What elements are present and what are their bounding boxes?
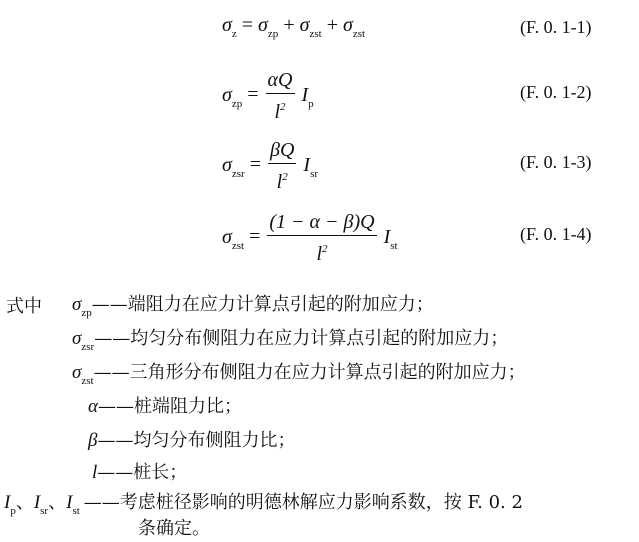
definition-dash: —— (93, 362, 130, 383)
definition-text: 均匀分布侧阻力在应力计算点引起的附加应力； (130, 328, 509, 349)
fraction (267, 210, 376, 266)
sigma-zsr-symbol: $\sigma_{zsr}$ (222, 153, 245, 180)
sigma-z-symbol: $\sigma_z$ (222, 14, 237, 40)
definition-text: 均匀分布侧阻力比； (133, 430, 296, 451)
equation-number: (F. 0. 1-2) (520, 82, 592, 102)
definition-row (72, 290, 434, 319)
equation-number: (F. 0. 1-4) (520, 224, 592, 244)
where-intro-label: 式中 (6, 296, 42, 317)
definition-text: 三角形分布侧阻力在应力计算点引起的附加应力； (129, 362, 526, 383)
plus-sign: + (326, 14, 338, 36)
definition-symbol: $\sigma_{zp}$ (72, 294, 92, 319)
definition-symbol: $\sigma_{zst}$ (72, 362, 94, 387)
equation-F-0-1-3 (222, 138, 318, 194)
definition-row (88, 426, 295, 452)
sigma-zp-symbol: $\sigma_{zp}$ (222, 83, 243, 110)
definition-dash: —— (83, 492, 120, 513)
definition-dash: —— (97, 396, 134, 417)
equation-number: (F. 0. 1-3) (520, 152, 592, 172)
definition-text: 桩端阻力比； (133, 396, 242, 417)
list-separator: 、 (15, 492, 34, 513)
equation-F-0-1-1 (222, 14, 365, 40)
definition-row (72, 358, 526, 387)
definition-text: 桩长； (133, 462, 188, 483)
definition-row (92, 458, 187, 484)
equals-sign: = (249, 153, 261, 176)
fraction-denominator: $l^2$ (276, 171, 288, 193)
definition-symbol: $I_{sr}$ (33, 492, 49, 517)
fraction-numerator: (1 − α − β)Q (267, 210, 376, 236)
fraction-denominator: $l^2$ (316, 243, 328, 265)
definition-dash: —— (91, 294, 128, 315)
list-separator: 、 (48, 492, 67, 513)
sigma-zp-term: $\sigma_{zp}$ (258, 14, 279, 40)
definition-row (72, 324, 508, 353)
definition-symbol: $I_p$ (4, 492, 16, 517)
equation-F-0-1-4 (222, 210, 398, 266)
equation-F-0-1-2 (222, 68, 314, 124)
sigma-zsr-term: $\sigma_{zst}$ (299, 14, 322, 40)
influence-coefficient-factor: $I_{st}$ (383, 225, 398, 252)
definition-row (4, 488, 523, 517)
definition-text-continuation: 条确定。 (138, 518, 210, 539)
fraction (266, 68, 295, 124)
fraction (268, 138, 296, 194)
definition-symbol: β (88, 430, 98, 451)
definition-dash: —— (94, 328, 131, 349)
sigma-zst-term: $\sigma_{zst}$ (342, 14, 366, 40)
definition-row (88, 392, 242, 418)
equals-sign: = (247, 83, 259, 106)
fraction-numerator: αQ (266, 68, 295, 94)
sigma-zst-symbol: $\sigma_{zst}$ (222, 225, 245, 252)
definition-dash: —— (97, 462, 134, 483)
influence-coefficient-factor: $I_p$ (301, 83, 314, 110)
fraction-numerator: βQ (268, 138, 296, 164)
definition-text: 端阻力在应力计算点引起的附加应力； (127, 294, 434, 315)
definition-symbol: α (88, 396, 98, 417)
equation-number: (F. 0. 1-1) (520, 17, 592, 37)
plus-sign: + (283, 14, 295, 36)
fraction-denominator: $l^2$ (274, 101, 286, 123)
influence-coefficient-factor: $I_{sr}$ (303, 153, 319, 180)
definition-dash: —— (97, 430, 134, 451)
equals-sign: = (249, 225, 261, 248)
definition-symbol: $I_{st}$ (66, 492, 80, 517)
equals-sign: = (241, 14, 254, 36)
definition-text: 考虑桩径影响的明德林解应力影响系数，按 F. 0. 2 (119, 492, 523, 513)
definition-symbol: l (92, 462, 98, 483)
definition-symbol: $\sigma_{zsr}$ (72, 328, 95, 353)
